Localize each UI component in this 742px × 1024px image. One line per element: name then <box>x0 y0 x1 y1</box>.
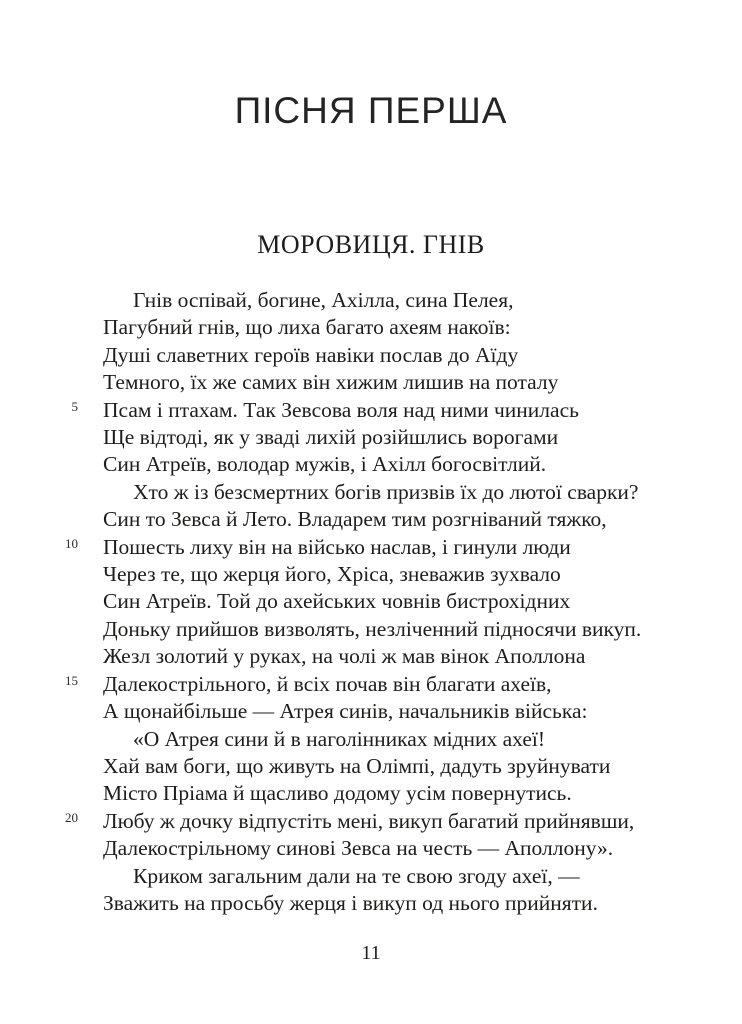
poem-line <box>103 753 712 780</box>
poem-body <box>65 287 712 917</box>
verse-text: Пагубний гнів, що лиха багато ахеям накоїв: <box>103 315 511 340</box>
poem-line <box>103 424 712 451</box>
verse-text: Далекострільного, й всіх почав він благати ахеїв, <box>103 671 552 696</box>
poem-line <box>65 808 712 835</box>
poem-line <box>103 835 712 862</box>
verse-text: Криком загальним дали на те свою згоду ахеї, — <box>133 863 580 888</box>
verse-number: 15 <box>65 672 78 688</box>
section-subtitle: МОРОВИЦЯ. ГНІВ <box>257 230 485 259</box>
verse-text: Зважить на просьбу жерця і викуп од нього прийняти. <box>103 890 598 915</box>
poem-line <box>103 287 712 314</box>
verse-text: Хто ж із безсмертних богів призвів їх до лютої сварки? <box>133 479 639 504</box>
poem-line <box>103 369 712 396</box>
verse-text: «О Атрея сини й в наголінниках мідних ахеї! <box>133 726 546 751</box>
poem-line <box>103 506 712 533</box>
poem-line <box>103 890 712 917</box>
poem-line <box>103 451 712 478</box>
verse-text: Син Атреїв, володар мужів, і Ахілл богосвітлий. <box>103 452 547 477</box>
poem-line <box>65 671 712 698</box>
verse-text: Гнів оспівай, богине, Ахілла, сина Пелея, <box>133 288 514 312</box>
poem-line <box>103 780 712 807</box>
verse-text: Любу ж дочку відпустіть мені, викуп багатий прийнявши, <box>103 808 635 833</box>
verse-text: Син то Зевса й Лето. Владарем тим розгніваний тяжко, <box>103 507 607 532</box>
poem-line <box>103 698 712 725</box>
verse-text: Жезл золотий у руках, на чолі ж мав вінок Аполлона <box>103 644 586 669</box>
verse-number: 10 <box>65 535 78 551</box>
verse-text: Через те, що жерця його, Хріса, зневажив зухвало <box>103 562 561 587</box>
poem-line <box>103 342 712 369</box>
verse-text: Син Атреїв. Той до ахейських човнів бистрохідних <box>103 589 571 614</box>
verse-text: Псам і птахам. Так Зевсова воля над ними чинилась <box>103 397 579 422</box>
chapter-title: ПІСНЯ ПЕРША <box>234 90 508 131</box>
poem-line <box>103 314 712 341</box>
poem-line <box>71 397 712 424</box>
verse-text: А щонайбільше — Атрея синів, начальників війська: <box>103 699 588 724</box>
verse-text: Доньку прийшов визволять, незліченний підносячи викуп. <box>103 616 642 641</box>
poem-line <box>103 588 712 615</box>
verse-text: Ще відтоді, як у зваді лихій розійшлись ворогами <box>103 425 559 450</box>
poem-line <box>103 863 712 890</box>
verse-number: 5 <box>71 398 78 414</box>
verse-text: Пошесть лиху він на військо наслав, і гинули люди <box>103 534 571 559</box>
verse-text: Темного, їх же самих він хижим лишив на поталу <box>103 370 559 395</box>
poem-line <box>103 726 712 753</box>
verse-text: Далекострільному синові Зевса на честь — Аполлону». <box>103 836 614 861</box>
verse-text: Хай вам боги, що живуть на Олімпі, дадуть зруйнувати <box>103 753 611 778</box>
poem-line <box>103 561 712 588</box>
verse-text: Місто Пріама й щасливо додому усім повернутись. <box>103 781 572 806</box>
poem-line <box>103 616 712 643</box>
poem-line <box>65 534 712 561</box>
poem-line <box>103 643 712 670</box>
verse-number: 20 <box>65 809 78 825</box>
verse-text: Душі славетних героїв навіки послав до Аїду <box>103 342 519 367</box>
poem-line <box>103 479 712 506</box>
page-number: 11 <box>361 942 381 964</box>
